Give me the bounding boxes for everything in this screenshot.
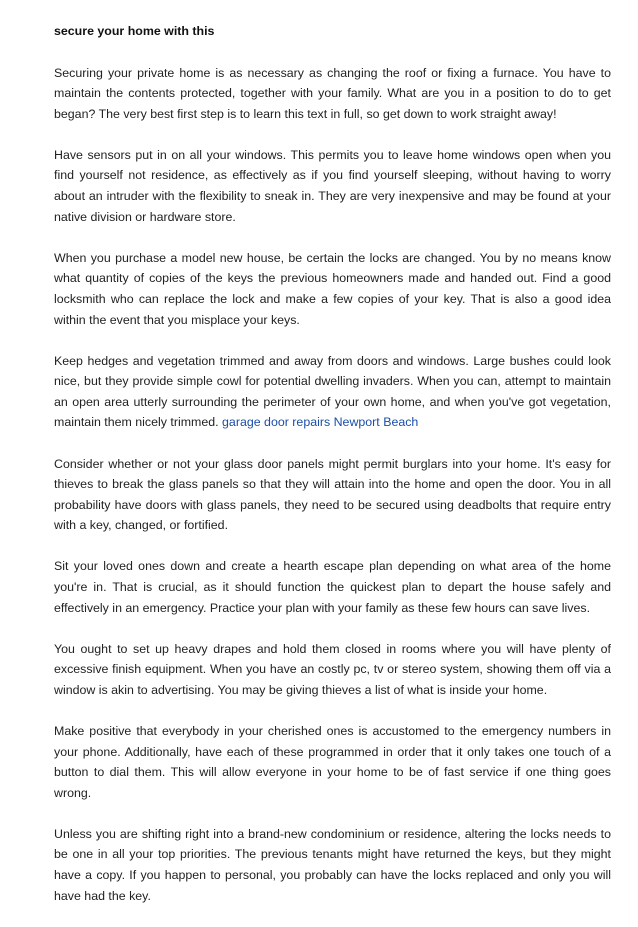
- document-page: [54, 21, 611, 927]
- paragraph-6: Sit your loved ones down and create a hearth escape plan depending on what area of the home you're in. That is crucial, as it should function the quickest plan to depart the house safely and effectively in an emergency. Practice your plan with your family as these few hours can save lives.: [54, 559, 611, 615]
- garage-door-repairs-link[interactable]: garage door repairs Newport Beach: [222, 415, 419, 430]
- paragraph-2: Have sensors put in on all your windows. This permits you to leave home windows open when you find yourself not residence, as effectively as if you find yourself sleeping, without having to worry about an intruder with the flexibility to sneak in. They are very inexpensive and may be found at your native division or hardware store.: [54, 147, 611, 224]
- document-title: secure your home with this: [54, 24, 215, 38]
- paragraph-1: Securing your private home is as necessary as changing the roof or fixing a furnace. You have to maintain the contents protected, together with your family. What are you in a position to do to get began? The very best first step is to learn this text in full, so get down to work straight away!: [54, 65, 611, 121]
- paragraph-4-text: Keep hedges and vegetation trimmed and away from doors and windows. Large bushes could look nice, but they provide simple cowl for potential dwelling invaders. When you can, attempt to maintain an open area utterly surrounding the perimeter of your own home, and when you've got vegetation, maintain them nicely trimmed.: [54, 353, 611, 430]
- paragraph-9: Unless you are shifting right into a brand-new condominium or residence, altering the locks needs to be one in all your top priorities. The previous tenants might have returned the keys, but they might have a copy. If you happen to personal, you probably can have the locks replaced and only you will have had the key.: [54, 826, 611, 903]
- paragraph-5: Consider whether or not your glass door panels might permit burglars into your home. It's easy for thieves to break the glass panels so that they will attain into the home and open the door. You in all probability have doors with glass panels, they need to be secured using deadbolts that require entry with a key, changed, or fortified.: [54, 456, 611, 533]
- paragraph-3: When you purchase a model new house, be certain the locks are changed. You by no means know what quantity of copies of the keys the previous homeowners made and handed out. Find a good locksmith who can replace the lock and make a few copies of your key. That is also a good idea within the event that you misplace your keys.: [54, 250, 611, 327]
- paragraph-8: Make positive that everybody in your cherished ones is accustomed to the emergency numbers in your phone. Additionally, have each of these programmed in order that it only takes one touch of a button to dial them. This will allow everyone in your home to be of fast service if one thing goes wrong.: [54, 723, 611, 800]
- paragraph-4: [54, 351, 611, 433]
- paragraph-7: You ought to set up heavy drapes and hold them closed in rooms where you will have plenty of excessive finish equipment. When you have an costly pc, tv or stereo system, showing them off via a window is akin to advertising. You may be giving thieves a list of what is inside your home.: [54, 641, 611, 697]
